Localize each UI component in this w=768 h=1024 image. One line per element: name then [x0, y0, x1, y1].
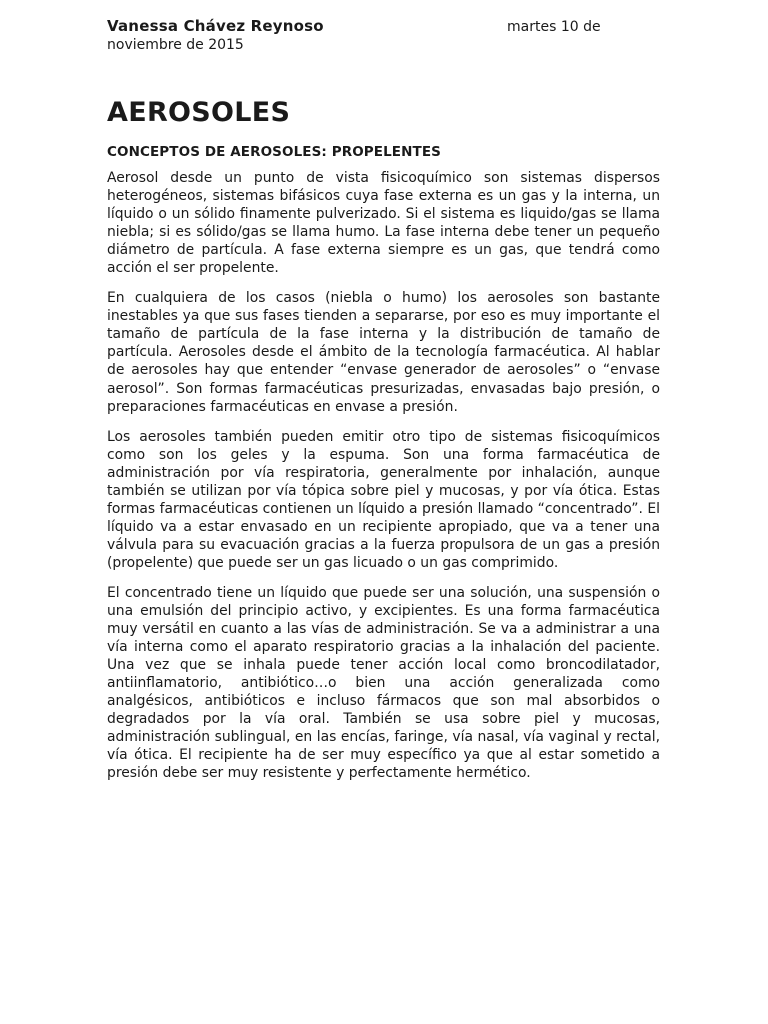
date-text: martes 10 de [507, 19, 601, 35]
paragraph: Aerosol desde un punto de vista fisicoquímico son sistemas dispersos heterogéneos, sistemas bifásicos cuya fase externa es un gas y la interna, un líquido o un sólido finamente pulverizado. Si el sistema es liquido/gas se llama niebla; si es sólido/gas se llama humo. La fase interna debe tener un pequeño diámetro de partícula. A fase externa siempre es un gas, que tendrá como acción el ser propelente. [107, 170, 660, 277]
page-header [107, 17, 660, 55]
document-page [107, 17, 660, 783]
paragraph: En cualquiera de los casos (niebla o humo) los aerosoles son bastante inestables ya que sus fases tienden a separarse, por eso es muy importante el tamaño de partícula de la fase interna y la distribución de tamaño de partícula. Aerosoles desde el ámbito de la tecnología farmacéutica. Al hablar de aerosoles hay que entender “envase generador de aerosoles” o “envase aerosol”. Son formas farmacéuticas presurizadas, envasadas bajo presión, o preparaciones farmacéuticas en envase a presión. [107, 290, 660, 415]
date-text-continued: noviembre de 2015 [107, 37, 244, 53]
paragraph: El concentrado tiene un líquido que puede ser una solución, una suspensión o una emulsión del principio activo, y excipientes. Es una forma farmacéutica muy versátil en cuanto a las vías de administración. Se va a administrar a una vía interna como el aparato respiratorio gracias a la inhalación del paciente. Una vez que se inhala puede tener acción local como broncodilatador, antiinflamatorio, antibiótico…o bien una acción generalizada como analgésicos, antibióticos e incluso fármacos que son mal absorbidos o degradados por la vía oral. También se usa sobre piel y mucosas, administración sublingual, en las encías, faringe, vía nasal, vía vaginal y rectal, vía ótica. El recipiente ha de ser muy específico ya que al estar sometido a presión debe ser muy resistente y perfectamente hermético. [107, 584, 660, 782]
paragraph: Los aerosoles también pueden emitir otro tipo de sistemas fisicoquímicos como son los geles y la espuma. Son una forma farmacéutica de administración por vía respiratoria, generalmente por inhalación, aunque también se utilizan por vía tópica sobre piel y mucosas, y por vía ótica. Estas formas farmacéuticas contienen un líquido a presión llamado “concentrado”. El líquido va a estar envasado en un recipiente apropiado, que va a tener una válvula para su evacuación gracias a la fuerza propulsora de un gas a presión (propelente) que puede ser un gas licuado o un gas comprimido. [107, 428, 660, 571]
author-name: Vanessa Chávez Reynoso [107, 17, 324, 35]
document-title: AEROSOLES [107, 97, 291, 128]
section-subtitle: CONCEPTOS DE AEROSOLES: PROPELENTES [107, 144, 441, 160]
